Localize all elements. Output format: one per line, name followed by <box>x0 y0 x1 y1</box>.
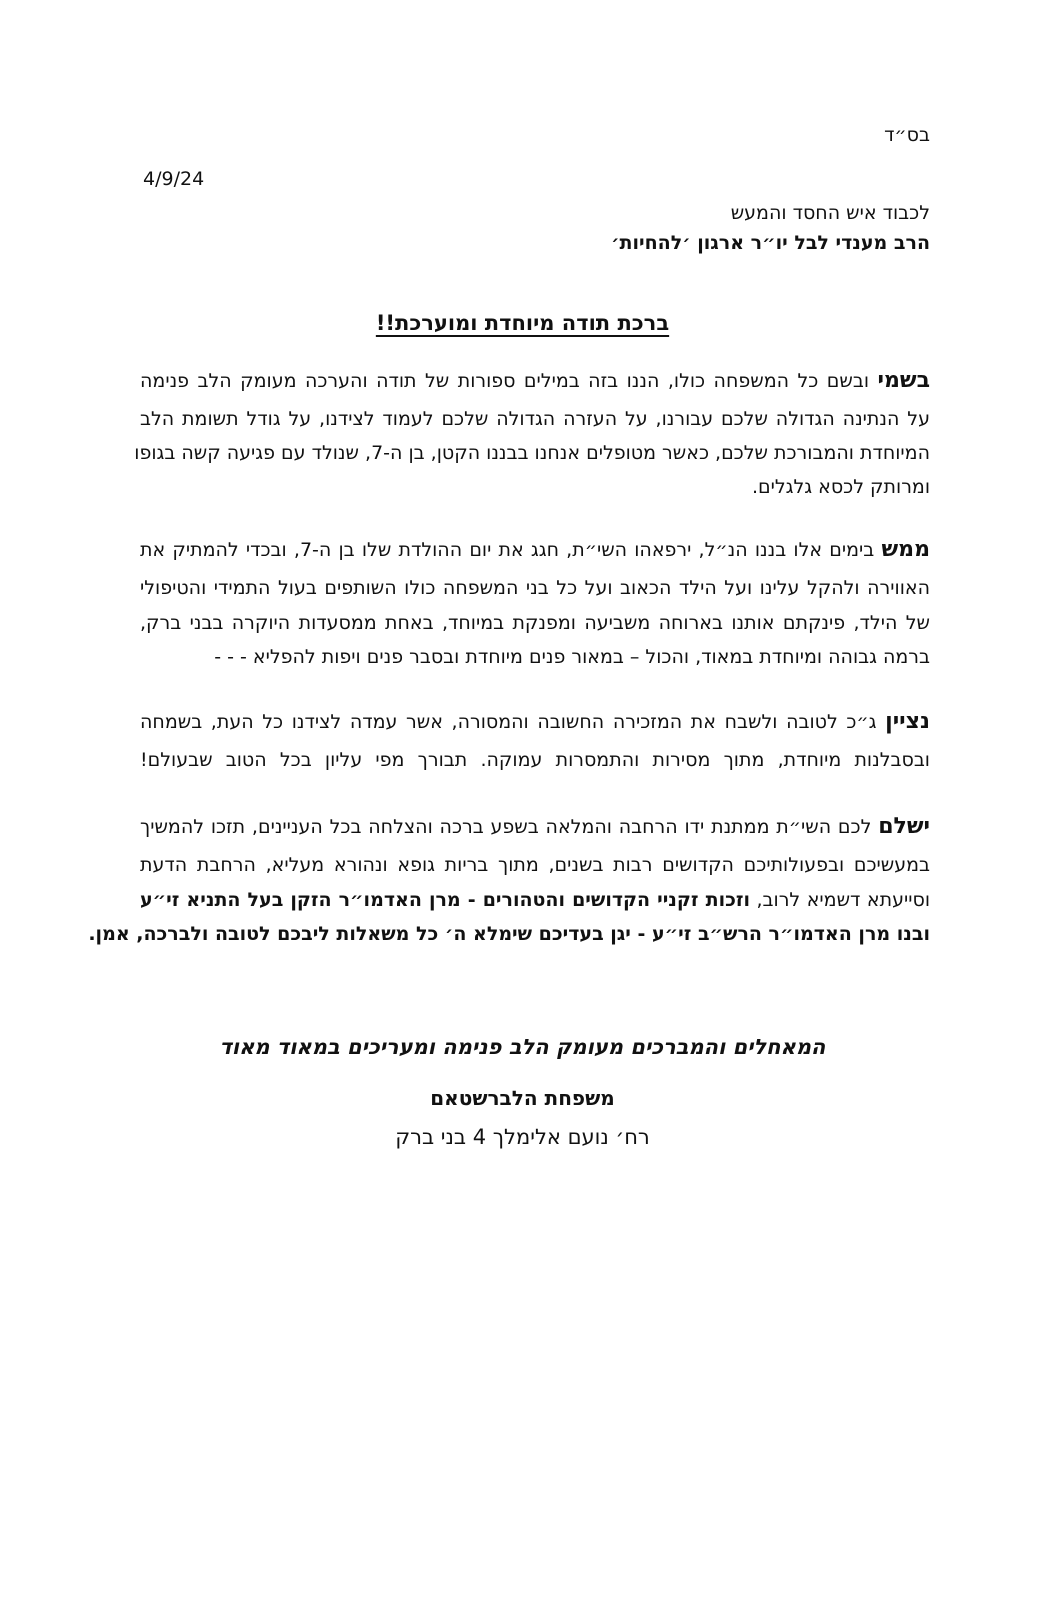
recipient-line-1: לכבוד איש החסד והמעש <box>730 202 930 224</box>
family-address: רח׳ נועם אלימלך 4 בני ברק <box>395 1125 650 1149</box>
para2-line-2: האווירה ולהקל עלינו ועל הילד הכאוב ועל כל בני המשפחה כולו השותפים בעול התמידי והטיפולי <box>140 577 930 599</box>
para1-line-2: על הנתינה הגדולה שלכם עבורנו, על העזרה הגדולה שלכם לעמוד לצידנו, על גודל תשומת הלב <box>140 408 930 430</box>
para4-line-1 <box>140 814 930 840</box>
para1-text-1: ובשם כל המשפחה כולו, הננו בזה במילים ספורות של תודה והערכה מעומק הלב פנימה <box>140 370 870 392</box>
para4-line-2: במעשיכם ובפעולותיכם הקדושים רבות בשנים, מתוך בריות גופא ונהורא מעליא, הרחבת הדעת <box>140 854 930 876</box>
closing-blessing: המאחלים והמברכים מעומק הלב פנימה ומעריכים במאוד מאוד <box>219 1035 826 1059</box>
para4-line-4: ובנו מרן האדמו״ר הרש״ב זי״ע - יגן בעדיכם שימלא ה׳ כל משאלות ליבכם לטובה ולברכה, אמן. <box>88 923 930 945</box>
recipient-line-2: הרב מענדי לבל יו״ר ארגון ׳להחיות׳ <box>611 232 930 254</box>
para2-line-4: ברמה גבוהה ומיוחדת במאוד, והכול – במאור פנים מיוחדת ובסבר פנים ויפות להפליא - - - <box>214 646 930 668</box>
para1-line-3: המיוחדת והמבורכת שלכם, כאשר מטופלים אנחנו בבננו הקטן, בן ה-7, שנולד עם פגיעה קשה בגופו <box>134 442 930 464</box>
para3-text-1: ג״כ לטובה ולשבח את המזכירה החשובה והמסורה, אשר עמדה לצידנו כל העת, בשמחה <box>140 711 877 733</box>
para4-text-3a: וסייעתא דשמיא לרוב, <box>756 889 930 911</box>
para4-text-1: לכם השי״ת ממתנת ידו הרחבה והמלאה בשפע ברכה והצלחה בכל העניינים, תזכו להמשיך <box>140 816 872 838</box>
bsd-mark: בס״ד <box>884 124 930 146</box>
para4-line-3 <box>140 887 930 913</box>
para3-line-2: ובסבלנות מיוחדת, מתוך מסירות והתמסרות עמוקה. תבורך מפי עליון בכל הטוב שבעולם! <box>140 749 930 771</box>
para4-lead: ישלם <box>878 814 930 839</box>
para3-line-1 <box>140 709 930 735</box>
para1-line-1 <box>140 368 930 394</box>
para4-text-3b: וזכות זקניי הקדושים והטהורים - מרן האדמו״ר הזקן בעל התניא זי״ע <box>140 889 750 911</box>
para3-lead: נציין <box>885 709 930 734</box>
family-signature: משפחת הלברשטאם <box>430 1086 615 1110</box>
para1-line-4: ומרותק לכסא גלגלים. <box>751 476 930 498</box>
letter-date: 4/9/24 <box>143 168 205 190</box>
para2-line-3: של הילד, פינקתם אותנו בארוחה משביעה ומפנקת במיוחד, באחת ממסעדות היוקרה בבני ברק, <box>140 612 930 634</box>
para2-line-1 <box>140 537 930 563</box>
para1-lead: בשמי <box>877 368 930 393</box>
letter-title: ברכת תודה מיוחדת ומוערכת!! <box>375 311 670 335</box>
para2-text-1: בימים אלו בננו הנ״ל, ירפאהו השי״ת, חגג את יום ההולדת שלו בן ה-7, ובכדי להמתיק את <box>140 539 875 561</box>
para2-lead: ממש <box>881 537 930 562</box>
